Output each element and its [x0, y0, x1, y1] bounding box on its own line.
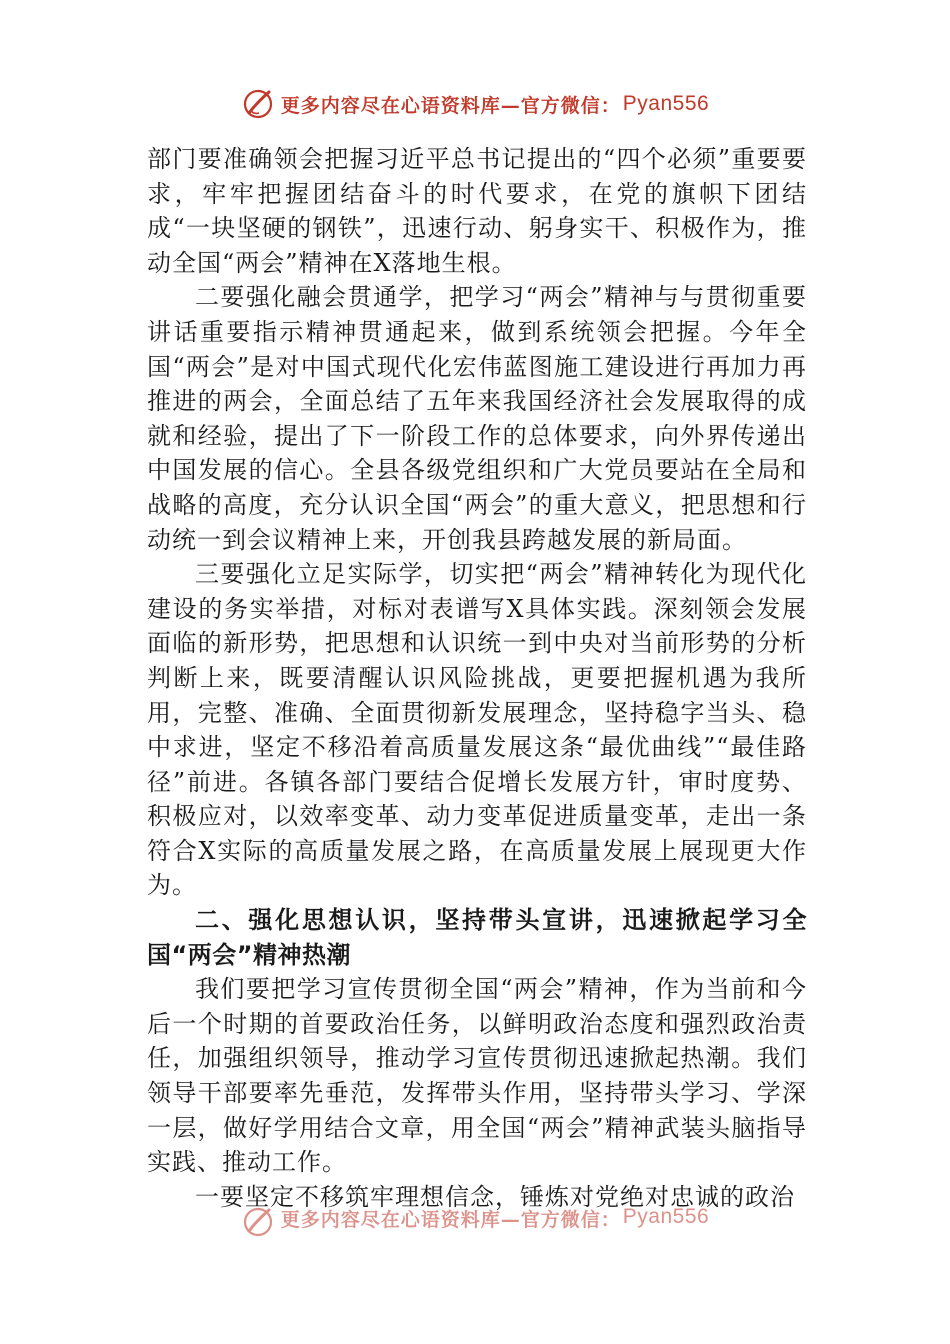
paragraph: 我们要把学习宣传贯彻全国“两会”精神，作为当前和今后一个时期的首要政治任务，以鲜明政治态度和强烈政治责任，加强组织领导，推动学习宣传贯彻迅速掀起热潮。我们领导干部要率先垂范，发挥带头作用，坚持带头学习、学深一层，做好学用结合文章，用全国“两会”精神武装头脑指导实践、推动工作。 [147, 975, 807, 1177]
watermark-code: Pyan556 [622, 92, 710, 115]
paragraph: 三要强化立足实际学，切实把“两会”精神转化为现代化建设的务实举措，对标对表谱写X具体实践。深刻领会发展面临的新形势，把思想和认识统一到中央对当前形势的分析判断上来，既要清醒认识风险挑战，更要把握机遇为我所用，完整、准确、全面贯彻新发展理念，坚持稳字当头、稳中求进，坚定不移沿着高质量发展这条“最优曲线”“最佳路径”前进。各镇各部门要结合促增长发展方针，审时度势、积极应对，以效率变革、动力变革促进质量变革，走出一条符合X实际的高质量发展之路，在高质量发展上展现更大作为。 [147, 560, 807, 900]
brush-logo-icon [241, 87, 275, 121]
paragraph: 二要强化融会贯通学，把学习“两会”精神与与贯彻重要讲话重要指示精神贯通起来，做到系统领会把握。今年全国“两会”是对中国式现代化宏伟蓝图施工建设进行再加力再推进的两会，全面总结了五年来我国经济社会发展取得的成就和经验，提出了下一阶段工作的总体要求，向外界传递出中国发展的信心。全县各级党组织和广大党员要站在全局和战略的高度，充分认识全国“两会”的重大意义，把思想和行动统一到会议精神上来，开创我县跨越发展的新局面。 [147, 283, 807, 554]
section-heading: 二、强化思想认识，坚持带头宣讲，迅速掀起学习全国“两会”精神热潮 [147, 906, 807, 969]
watermark-banner-bottom [0, 1205, 950, 1237]
paragraph-truncated: 一要坚定不移筑牢理想信念，锤炼对党绝对忠诚的政治 [195, 1182, 795, 1211]
watermark-text: 更多内容尽在心语资料库—官方微信： [280, 1209, 621, 1231]
watermark-banner-top [0, 84, 950, 124]
watermark-text: 更多内容尽在心语资料库—官方微信： [280, 94, 621, 117]
brush-logo-icon [241, 1205, 275, 1237]
document-body [147, 142, 807, 1214]
watermark-code: Pyan556 [622, 1205, 710, 1228]
paragraph-continuation: 部门要准确领会把握习近平总书记提出的“四个必须”重要要求，牢牢把握团结奋斗的时代要求，在党的旗帜下团结成“一块坚硬的钢铁”，迅速行动、躬身实干、积极作为，推动全国“两会”精神在X落地生根。 [147, 145, 807, 277]
